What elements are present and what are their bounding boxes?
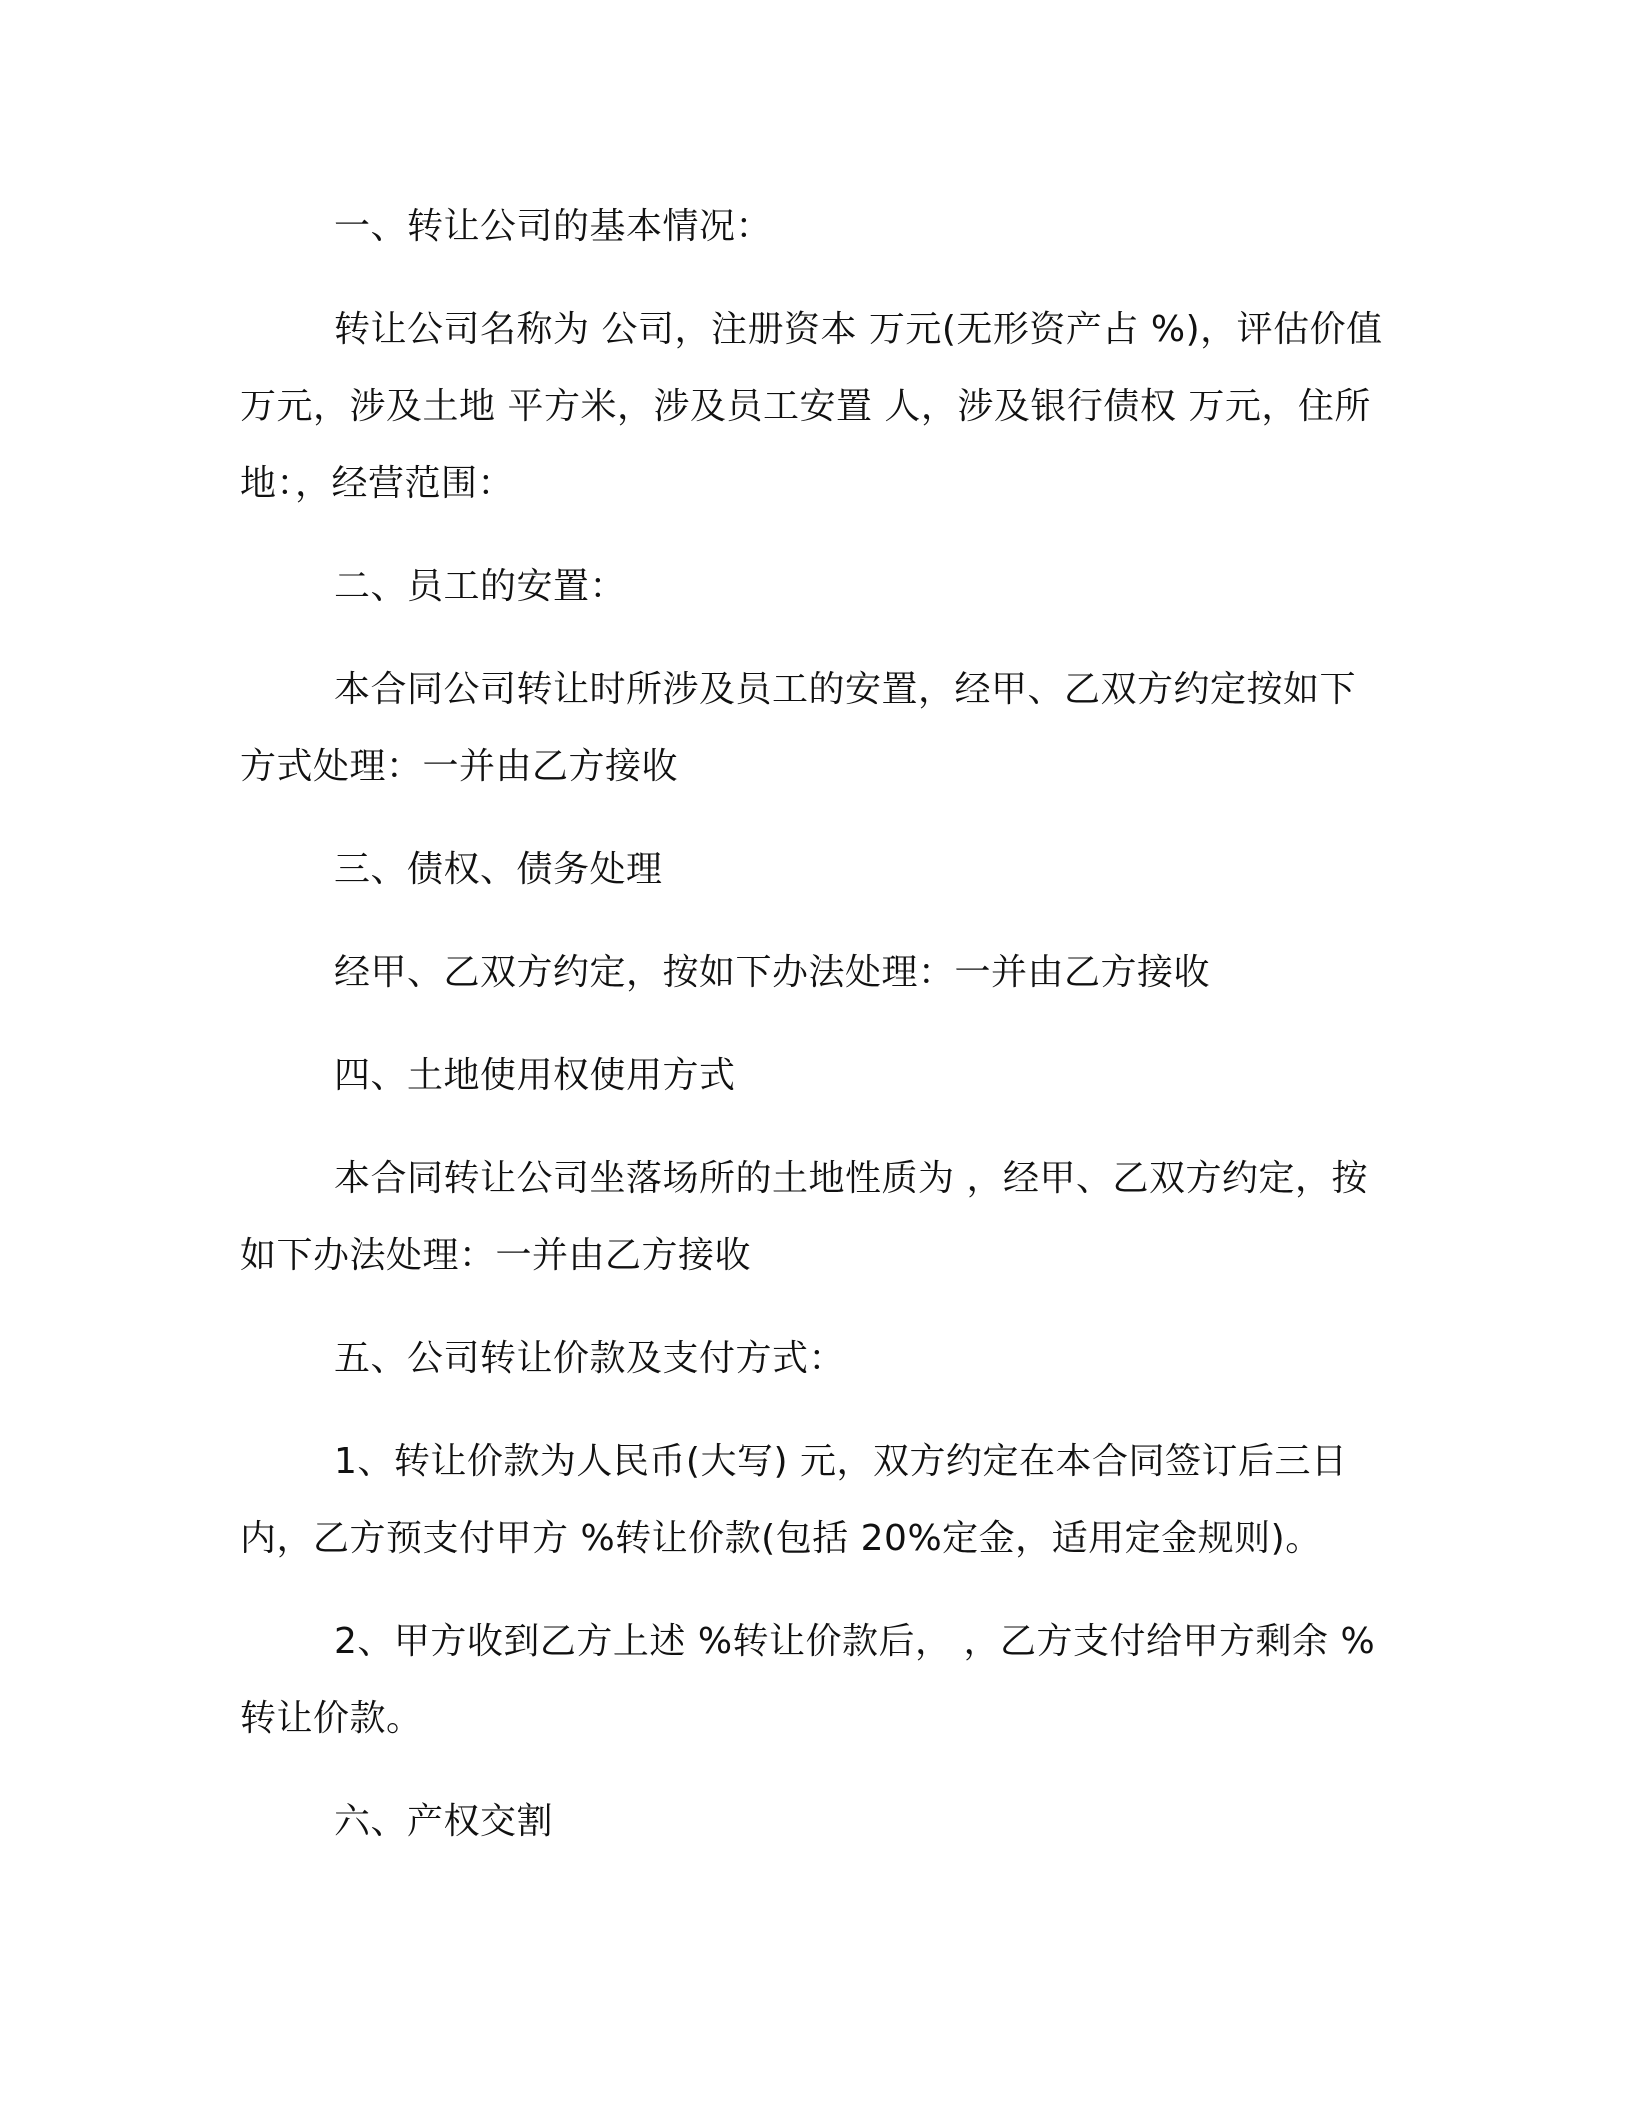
section-1-body: 转让公司名称为 公司，注册资本 万元(无形资产占 %)，评估价值 万元，涉及土地 平方米，涉及员工安置 人，涉及银行债权 万元，住所地：，经营范围： bbox=[240, 309, 1383, 504]
section-1-heading: 一、转让公司的基本情况： bbox=[334, 206, 773, 247]
section-4-heading: 四、土地使用权使用方式 bbox=[334, 1055, 736, 1096]
section-5-heading: 五、公司转让价款及支付方式： bbox=[334, 1338, 846, 1379]
section-3-body: 经甲、乙双方约定，按如下办法处理：一并由乙方接收 bbox=[334, 952, 1211, 993]
section-5-item-1: 1、转让价款为人民币(大写) 元，双方约定在本合同签订后三日内，乙方预支付甲方 %转让价款(包括 20%定金，适用定金规则)。 bbox=[240, 1441, 1348, 1559]
section-6-heading: 六、产权交割 bbox=[334, 1801, 554, 1842]
section-2-heading: 二、员工的安置： bbox=[334, 566, 627, 607]
section-3-heading: 三、债权、债务处理 bbox=[334, 849, 663, 890]
section-2-body: 本合同公司转让时所涉及员工的安置，经甲、乙双方约定按如下方式处理：一并由乙方接收 bbox=[240, 669, 1357, 787]
document-body bbox=[240, 188, 1390, 1886]
section-4-body: 本合同转让公司坐落场所的土地性质为 ，经甲、乙双方约定，按如下办法处理：一并由乙方接收 bbox=[240, 1158, 1368, 1276]
section-5-item-2: 2、甲方收到乙方上述 %转让价款后， ，乙方支付给甲方剩余 %转让价款。 bbox=[240, 1621, 1376, 1739]
